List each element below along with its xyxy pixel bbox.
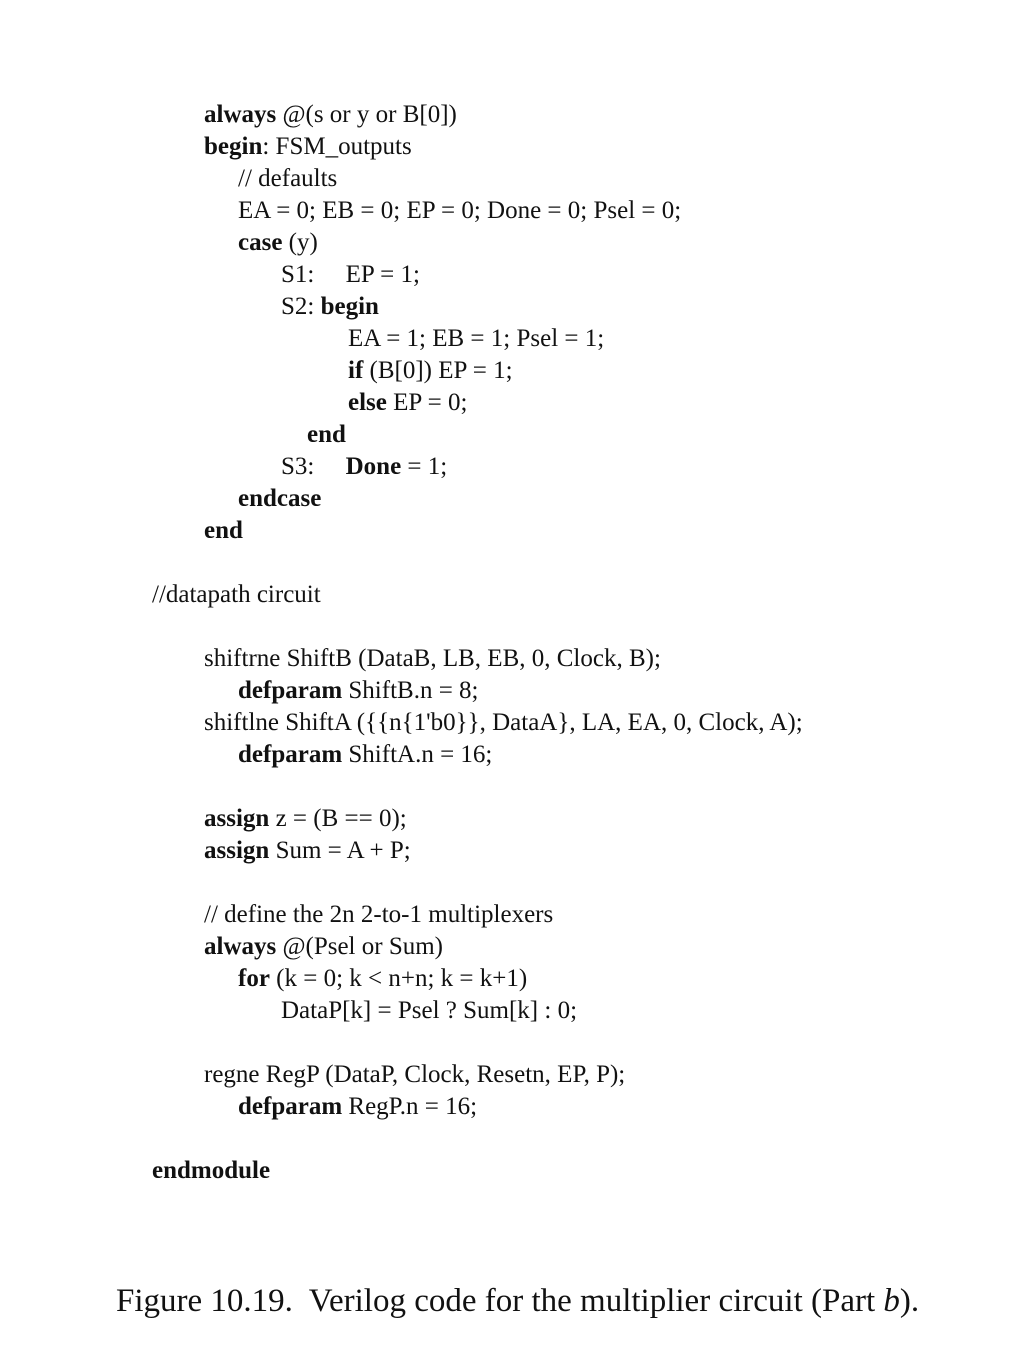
code-line	[204, 931, 443, 963]
code-line	[204, 1059, 625, 1091]
keyword: assign	[204, 805, 270, 832]
code-text: S1: EP = 1;	[281, 261, 420, 288]
code-comment	[204, 899, 553, 931]
code-text: S3:	[281, 453, 346, 480]
code-line	[204, 131, 412, 163]
code-text: EA = 1; EB = 1; Psel = 1;	[348, 325, 605, 352]
code-text: S2:	[281, 293, 321, 320]
code-text: @(s or y or B[0])	[276, 101, 457, 128]
code-text: DataP[k] = Psel ? Sum[k] : 0;	[281, 997, 578, 1024]
code-line	[281, 259, 420, 291]
code-comment	[152, 579, 321, 611]
code-line	[238, 739, 492, 771]
keyword: always	[204, 101, 277, 128]
code-line	[204, 515, 243, 547]
code-line	[238, 675, 479, 707]
keyword: assign	[204, 837, 270, 864]
code-line	[238, 227, 318, 259]
code-text: //datapath circuit	[152, 581, 321, 608]
code-line	[307, 419, 346, 451]
code-line	[348, 387, 467, 419]
code-line	[238, 195, 681, 227]
code-line	[348, 355, 513, 387]
code-text: (B[0]) EP = 1;	[363, 357, 513, 384]
keyword: endcase	[238, 485, 322, 512]
keyword: end	[307, 421, 346, 448]
code-text: (k = 0; k < n+n; k = k+1)	[269, 965, 528, 992]
code-text: shiftrne ShiftB (DataB, LB, EB, 0, Clock, B);	[204, 645, 661, 672]
code-text: // define the 2n 2-to-1 multiplexers	[204, 901, 554, 928]
keyword: defparam	[238, 741, 343, 768]
code-line	[348, 323, 604, 355]
keyword: always	[204, 933, 277, 960]
code-line	[204, 835, 411, 867]
figure-caption	[116, 1279, 919, 1323]
code-text: z = (B == 0);	[269, 805, 407, 832]
code-line	[204, 99, 457, 131]
code-line	[238, 163, 337, 195]
keyword: else	[348, 389, 387, 416]
keyword: endmodule	[152, 1157, 271, 1184]
keyword: Done	[345, 453, 402, 480]
code-text: // defaults	[238, 165, 338, 192]
code-text: RegP.n = 16;	[342, 1093, 478, 1120]
code-text: = 1;	[401, 453, 448, 480]
code-line	[281, 995, 577, 1027]
keyword: defparam	[238, 1093, 343, 1120]
code-text: EP = 0;	[386, 389, 468, 416]
caption-prefix: Figure 10.19. Verilog code for the multiplier circuit (Part	[116, 1283, 884, 1319]
code-line	[281, 451, 447, 483]
keyword: for	[238, 965, 270, 992]
keyword: begin	[204, 133, 263, 160]
code-text: ShiftA.n = 16;	[342, 741, 493, 768]
code-text: shiftlne ShiftA ({{n{1'b0}}, DataA}, LA, EA, 0, Clock, A);	[204, 709, 803, 736]
keyword: begin	[320, 293, 379, 320]
keyword: defparam	[238, 677, 343, 704]
code-line	[238, 963, 527, 995]
keyword: case	[238, 229, 283, 256]
code-text: : FSM_outputs	[262, 133, 412, 160]
caption-part-letter: b	[883, 1283, 900, 1319]
code-line	[281, 291, 379, 323]
caption-suffix: ).	[899, 1283, 920, 1319]
code-text: ShiftB.n = 8;	[342, 677, 479, 704]
keyword: if	[348, 357, 364, 384]
code-line	[204, 643, 661, 675]
code-line	[204, 707, 803, 739]
code-line	[238, 1091, 477, 1123]
code-line	[204, 803, 407, 835]
code-text: regne RegP (DataP, Clock, Resetn, EP, P);	[204, 1061, 626, 1088]
code-line	[238, 483, 321, 515]
code-text: Sum = A + P;	[269, 837, 411, 864]
keyword: end	[204, 517, 243, 544]
code-line	[152, 1155, 270, 1187]
code-text: @(Psel or Sum)	[276, 933, 444, 960]
code-text: EA = 0; EB = 0; EP = 0; Done = 0; Psel = 0;	[238, 197, 682, 224]
code-text: (y)	[282, 229, 318, 256]
